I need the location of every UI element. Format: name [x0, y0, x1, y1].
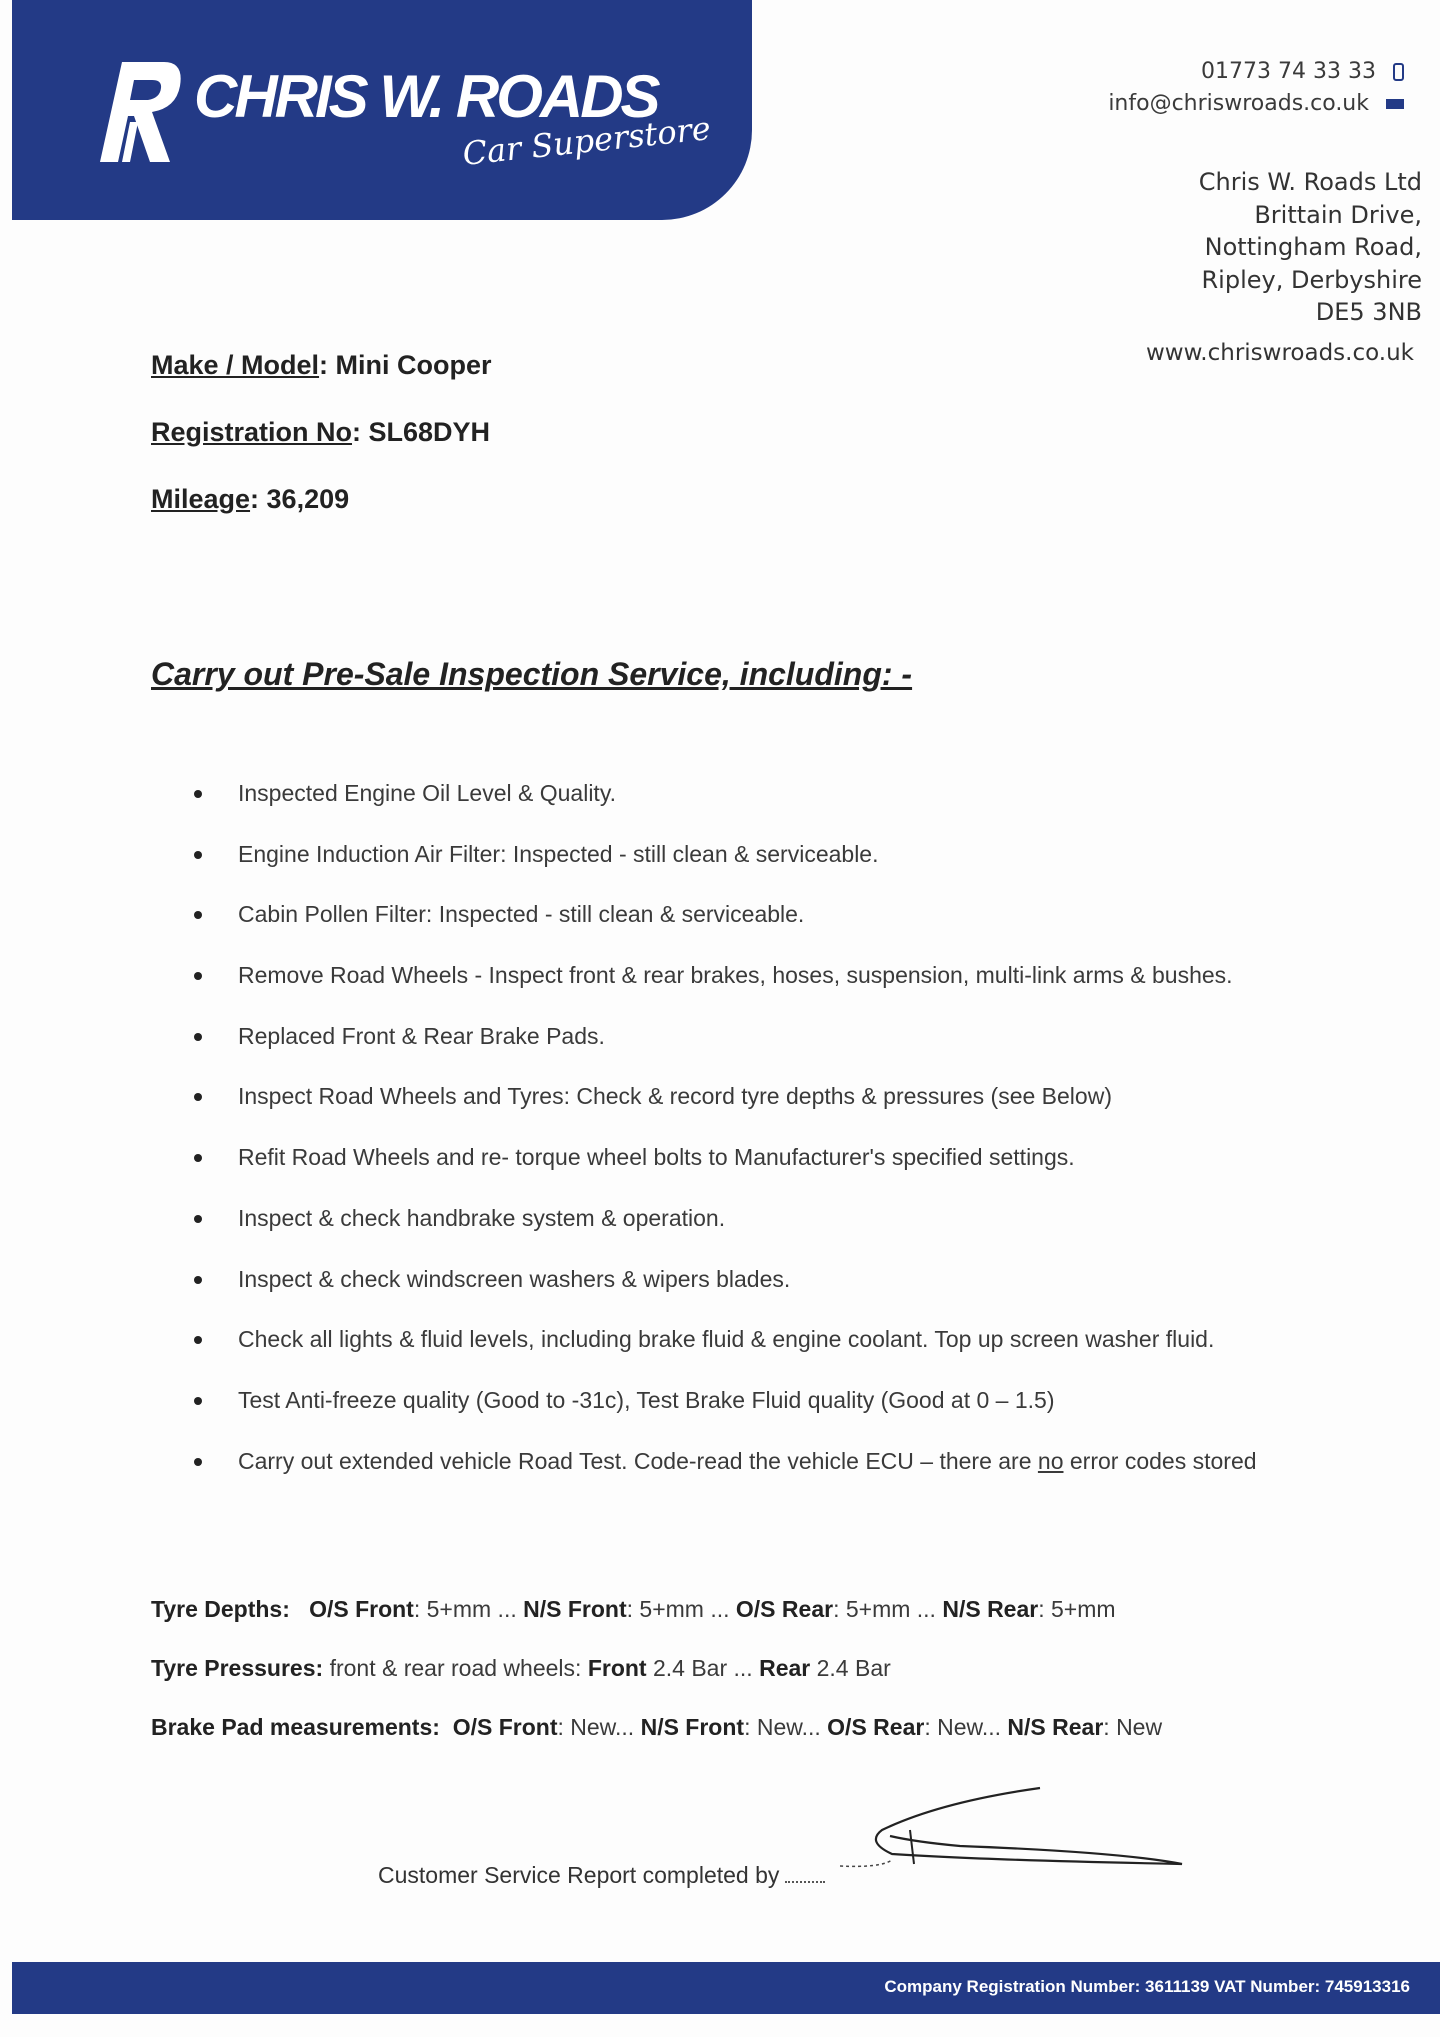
list-item [190, 901, 1257, 962]
tyre-pressures-row [151, 1655, 1162, 1714]
list-item [190, 1144, 1257, 1205]
bullet-icon [194, 911, 202, 919]
ns-rear-value: : 5+mm [1038, 1596, 1116, 1622]
email-address: info@chriswroads.co.uk [1108, 91, 1369, 116]
list-item-text: Inspected Engine Oil Level & Quality. [238, 780, 617, 806]
list-item [190, 1326, 1257, 1387]
front-pressure-label: Front [587, 1655, 647, 1681]
list-item [190, 1023, 1257, 1084]
os-rear-value: : New... [924, 1714, 1008, 1740]
ns-rear-value: : New [1103, 1714, 1163, 1740]
list-item [190, 1205, 1257, 1266]
logo-icon [100, 58, 184, 168]
ns-front-value: : 5+mm ... [626, 1596, 736, 1622]
list-item-text: Replaced Front & Rear Brake Pads. [238, 1022, 605, 1049]
brake-pads-label: Brake Pad measurements: [151, 1714, 440, 1740]
mileage-row [151, 484, 492, 551]
list-item [190, 841, 1257, 902]
registration-row [151, 417, 492, 484]
bullet-icon [194, 1215, 202, 1223]
list-item-text: Cabin Pollen Filter: Inspected - still clean & serviceable. [238, 901, 805, 928]
footer-bar [12, 1962, 1440, 2014]
signature-mark [820, 1780, 1200, 1890]
registration-label: Registration No [151, 417, 353, 447]
registration-value: : SL68DYH [352, 417, 491, 447]
os-front-label: O/S Front [309, 1596, 414, 1622]
rear-pressure-value: 2.4 Bar [810, 1655, 891, 1681]
ns-front-value: : New... [744, 1714, 828, 1740]
phone-number: 01773 74 33 33 [1201, 59, 1376, 84]
list-item-text: Inspect Road Wheels and Tyres: Check & record tyre depths & pressures (see Below) [238, 1083, 1112, 1110]
email-icon [1386, 99, 1404, 109]
address-line: DE5 3NB [1315, 298, 1422, 326]
section-heading: Carry out Pre-Sale Inspection Service, including: - [151, 656, 913, 692]
address-line: Chris W. Roads Ltd [1198, 168, 1422, 196]
brand-name: CHRIS W. ROADS [194, 63, 658, 130]
company-address [1199, 166, 1422, 329]
list-item-text: error codes stored [1063, 1447, 1257, 1474]
bullet-icon [194, 1033, 202, 1041]
list-item-text: Inspect & check handbrake system & operation. [238, 1204, 726, 1231]
list-item [190, 1266, 1257, 1327]
brake-pads-row [151, 1714, 1162, 1773]
inspection-checklist [190, 780, 1257, 1508]
os-rear-label: O/S Rear [735, 1596, 834, 1622]
bullet-icon [194, 1397, 202, 1405]
os-front-value: : New... [557, 1714, 641, 1740]
tyre-depths-label: Tyre Depths: [151, 1596, 290, 1622]
bullet-icon [194, 1093, 202, 1101]
os-front-label: O/S Front [452, 1714, 558, 1740]
website-url: www.chriswroads.co.uk [1145, 340, 1414, 366]
ns-front-label: N/S Front [640, 1714, 745, 1740]
list-item [190, 962, 1257, 1023]
phone-icon [1393, 63, 1404, 81]
tyre-depths-row [151, 1596, 1162, 1655]
bullet-icon [194, 851, 202, 859]
vehicle-details [151, 350, 492, 551]
list-item-text: Check all lights & fluid levels, including brake fluid & engine coolant. Top up screen washer fluid. [238, 1326, 1215, 1353]
bullet-icon [194, 1276, 202, 1284]
phone-line [1108, 56, 1404, 88]
bullet-icon [194, 1336, 202, 1344]
list-item-text: Remove Road Wheels - Inspect front & rear brakes, hoses, suspension, multi-link arms & bushes. [238, 962, 1233, 989]
company-registration: Company Registration Number: 3611139 VAT Number: 745913316 [884, 1977, 1410, 1996]
contact-block [1108, 56, 1404, 120]
front-pressure-value: 2.4 Bar ... [646, 1655, 760, 1681]
signature-line [378, 1862, 825, 1889]
list-item-text: Carry out extended vehicle Road Test. Code-read the vehicle ECU – there are [238, 1447, 1038, 1474]
bullet-icon [194, 1154, 202, 1162]
email-line [1108, 88, 1404, 120]
mileage-value: : 36,209 [250, 484, 350, 514]
address-line: Ripley, Derbyshire [1201, 265, 1422, 294]
make-model-row [151, 350, 492, 417]
header-banner [12, 0, 752, 220]
emphasis-no: no [1037, 1447, 1064, 1474]
list-item [190, 780, 1257, 841]
make-model-label: Make / Model [151, 350, 320, 380]
brand-tagline: Car Superstore [460, 109, 713, 173]
list-item-text: Inspect & check windscreen washers & wipers blades. [238, 1265, 791, 1292]
bullet-icon [194, 972, 202, 980]
os-front-value: : 5+mm ... [413, 1596, 524, 1622]
address-line: Brittain Drive, [1254, 200, 1422, 229]
tyre-brake-summary [151, 1596, 1162, 1773]
list-item-text: Refit Road Wheels and re- torque wheel bolts to Manufacturer's specified settings. [238, 1144, 1075, 1171]
ns-rear-label: N/S Rear [942, 1596, 1039, 1622]
ns-front-label: N/S Front [523, 1596, 627, 1622]
tyre-pressures-text: front & rear road wheels: [323, 1655, 588, 1681]
bullet-icon [194, 790, 202, 798]
ns-rear-label: N/S Rear [1007, 1714, 1104, 1740]
signature-caption: Customer Service Report completed by [378, 1862, 780, 1888]
list-item [190, 1387, 1257, 1448]
list-item [190, 1083, 1257, 1144]
list-item-text: Engine Induction Air Filter: Inspected - still clean & serviceable. [238, 840, 879, 867]
os-rear-value: : 5+mm ... [833, 1596, 943, 1622]
rear-pressure-label: Rear [759, 1655, 811, 1681]
address-line: Nottingham Road, [1204, 233, 1422, 261]
list-item [190, 1448, 1257, 1509]
tyre-pressures-label: Tyre Pressures: [151, 1655, 324, 1681]
mileage-label: Mileage [151, 484, 251, 514]
bullet-icon [194, 1458, 202, 1466]
os-rear-label: O/S Rear [827, 1714, 925, 1740]
list-item-text: Test Anti-freeze quality (Good to -31c), Test Brake Fluid quality (Good at 0 – 1.5) [238, 1386, 1055, 1413]
make-model-value: : Mini Cooper [319, 350, 492, 380]
